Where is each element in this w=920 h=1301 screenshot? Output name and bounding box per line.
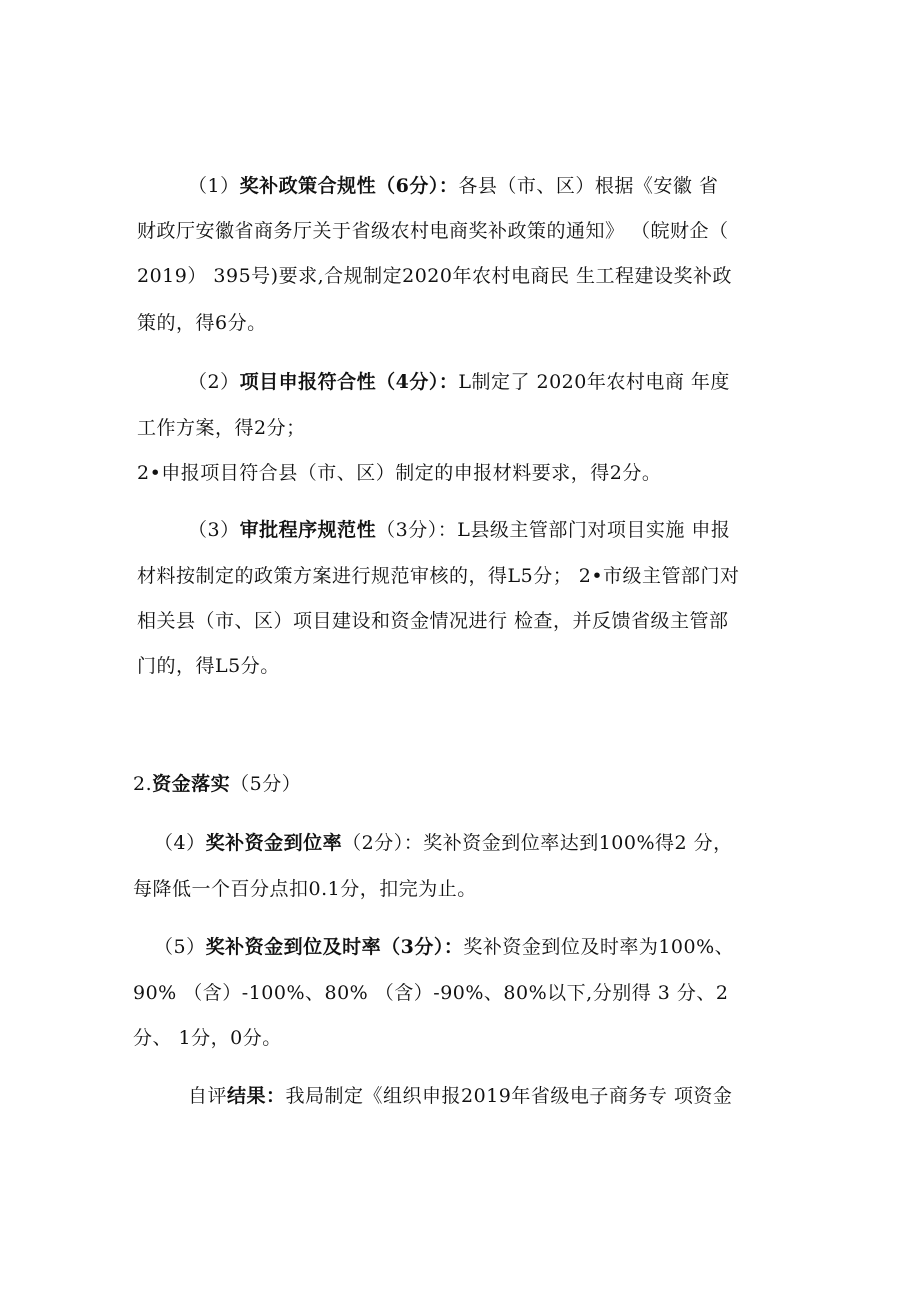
item4-line2: 每降低一个百分点扣0.1分，扣完为止。 [133, 878, 477, 900]
item3-number: （3） [188, 519, 240, 541]
item1-title: 奖补政策合规性（6分）： [239, 175, 459, 197]
item5-title: 奖补资金到位及时率（3分）： [205, 936, 464, 958]
item2-line3: 2•申报项目符合县（市、区）制定的申报材料要求，得2分。 [137, 462, 662, 484]
section2-title: 资金落实 [152, 773, 231, 795]
item3-score: （3分）： [376, 519, 458, 541]
section2-score: （5分） [230, 773, 302, 795]
item2-line2: 工作方案，得2分； [137, 417, 306, 439]
section2-number: 2. [133, 773, 153, 795]
result-prefix: 自评 [188, 1085, 228, 1107]
item1-number: （1） [188, 175, 240, 197]
item2-text-1: L制定了 2020年农村电商 年度 [458, 371, 730, 393]
item4-number: （4） [154, 832, 206, 854]
item4-text-1: （2分）：奖补资金到位率达到100%得2 分， [342, 832, 733, 854]
item3-line3: 相关县（市、区）项目建设和资金情况进行 检查，并反馈省级主管部 [137, 610, 729, 632]
item3-line4: 门的，得L5分。 [137, 655, 280, 677]
item5-line1 [154, 935, 734, 959]
item5-text-1: 奖补资金到位及时率为100%、 [463, 936, 735, 958]
item1-line3: 2019） 395号)要求,合规制定2020年农村电商民 生工程建设奖补政 [137, 265, 733, 287]
item2-title: 项目申报符合性（4分）： [239, 371, 459, 393]
item3-title: 审批程序规范性 [239, 519, 377, 541]
item1-line4: 策的，得6分。 [137, 312, 267, 334]
item5-line3: 分、 1分，0分。 [133, 1027, 282, 1049]
result-text: 我局制定《组织申报2019年省级电子商务专 项资金 [285, 1085, 733, 1107]
result-title: 结果： [227, 1085, 286, 1107]
item1-line2: 财政厅安徽省商务厅关于省级农村电商奖补政策的通知》 （皖财企（ [137, 220, 729, 242]
section2-heading [133, 772, 301, 796]
item4-title: 奖补资金到位率 [205, 832, 343, 854]
result-line1 [188, 1084, 732, 1108]
item4-line1 [154, 831, 733, 855]
item5-number: （5） [154, 936, 206, 958]
item1-text-1: 各县（市、区）根据《安徽 省 [458, 175, 719, 197]
item2-number: （2） [188, 371, 240, 393]
item2-line1 [188, 370, 730, 394]
item1-line1 [188, 174, 718, 198]
item3-line1 [188, 518, 730, 542]
item3-text-1: L县级主管部门对项目实施 申报 [457, 519, 731, 541]
item5-line2: 90% （含）-100%、80% （含）-90%、80%以下,分别得 3 分、2 [133, 982, 729, 1004]
item3-line2: 材料按制定的政策方案进行规范审核的，得L5分； 2•市级主管部门对 [137, 565, 740, 587]
